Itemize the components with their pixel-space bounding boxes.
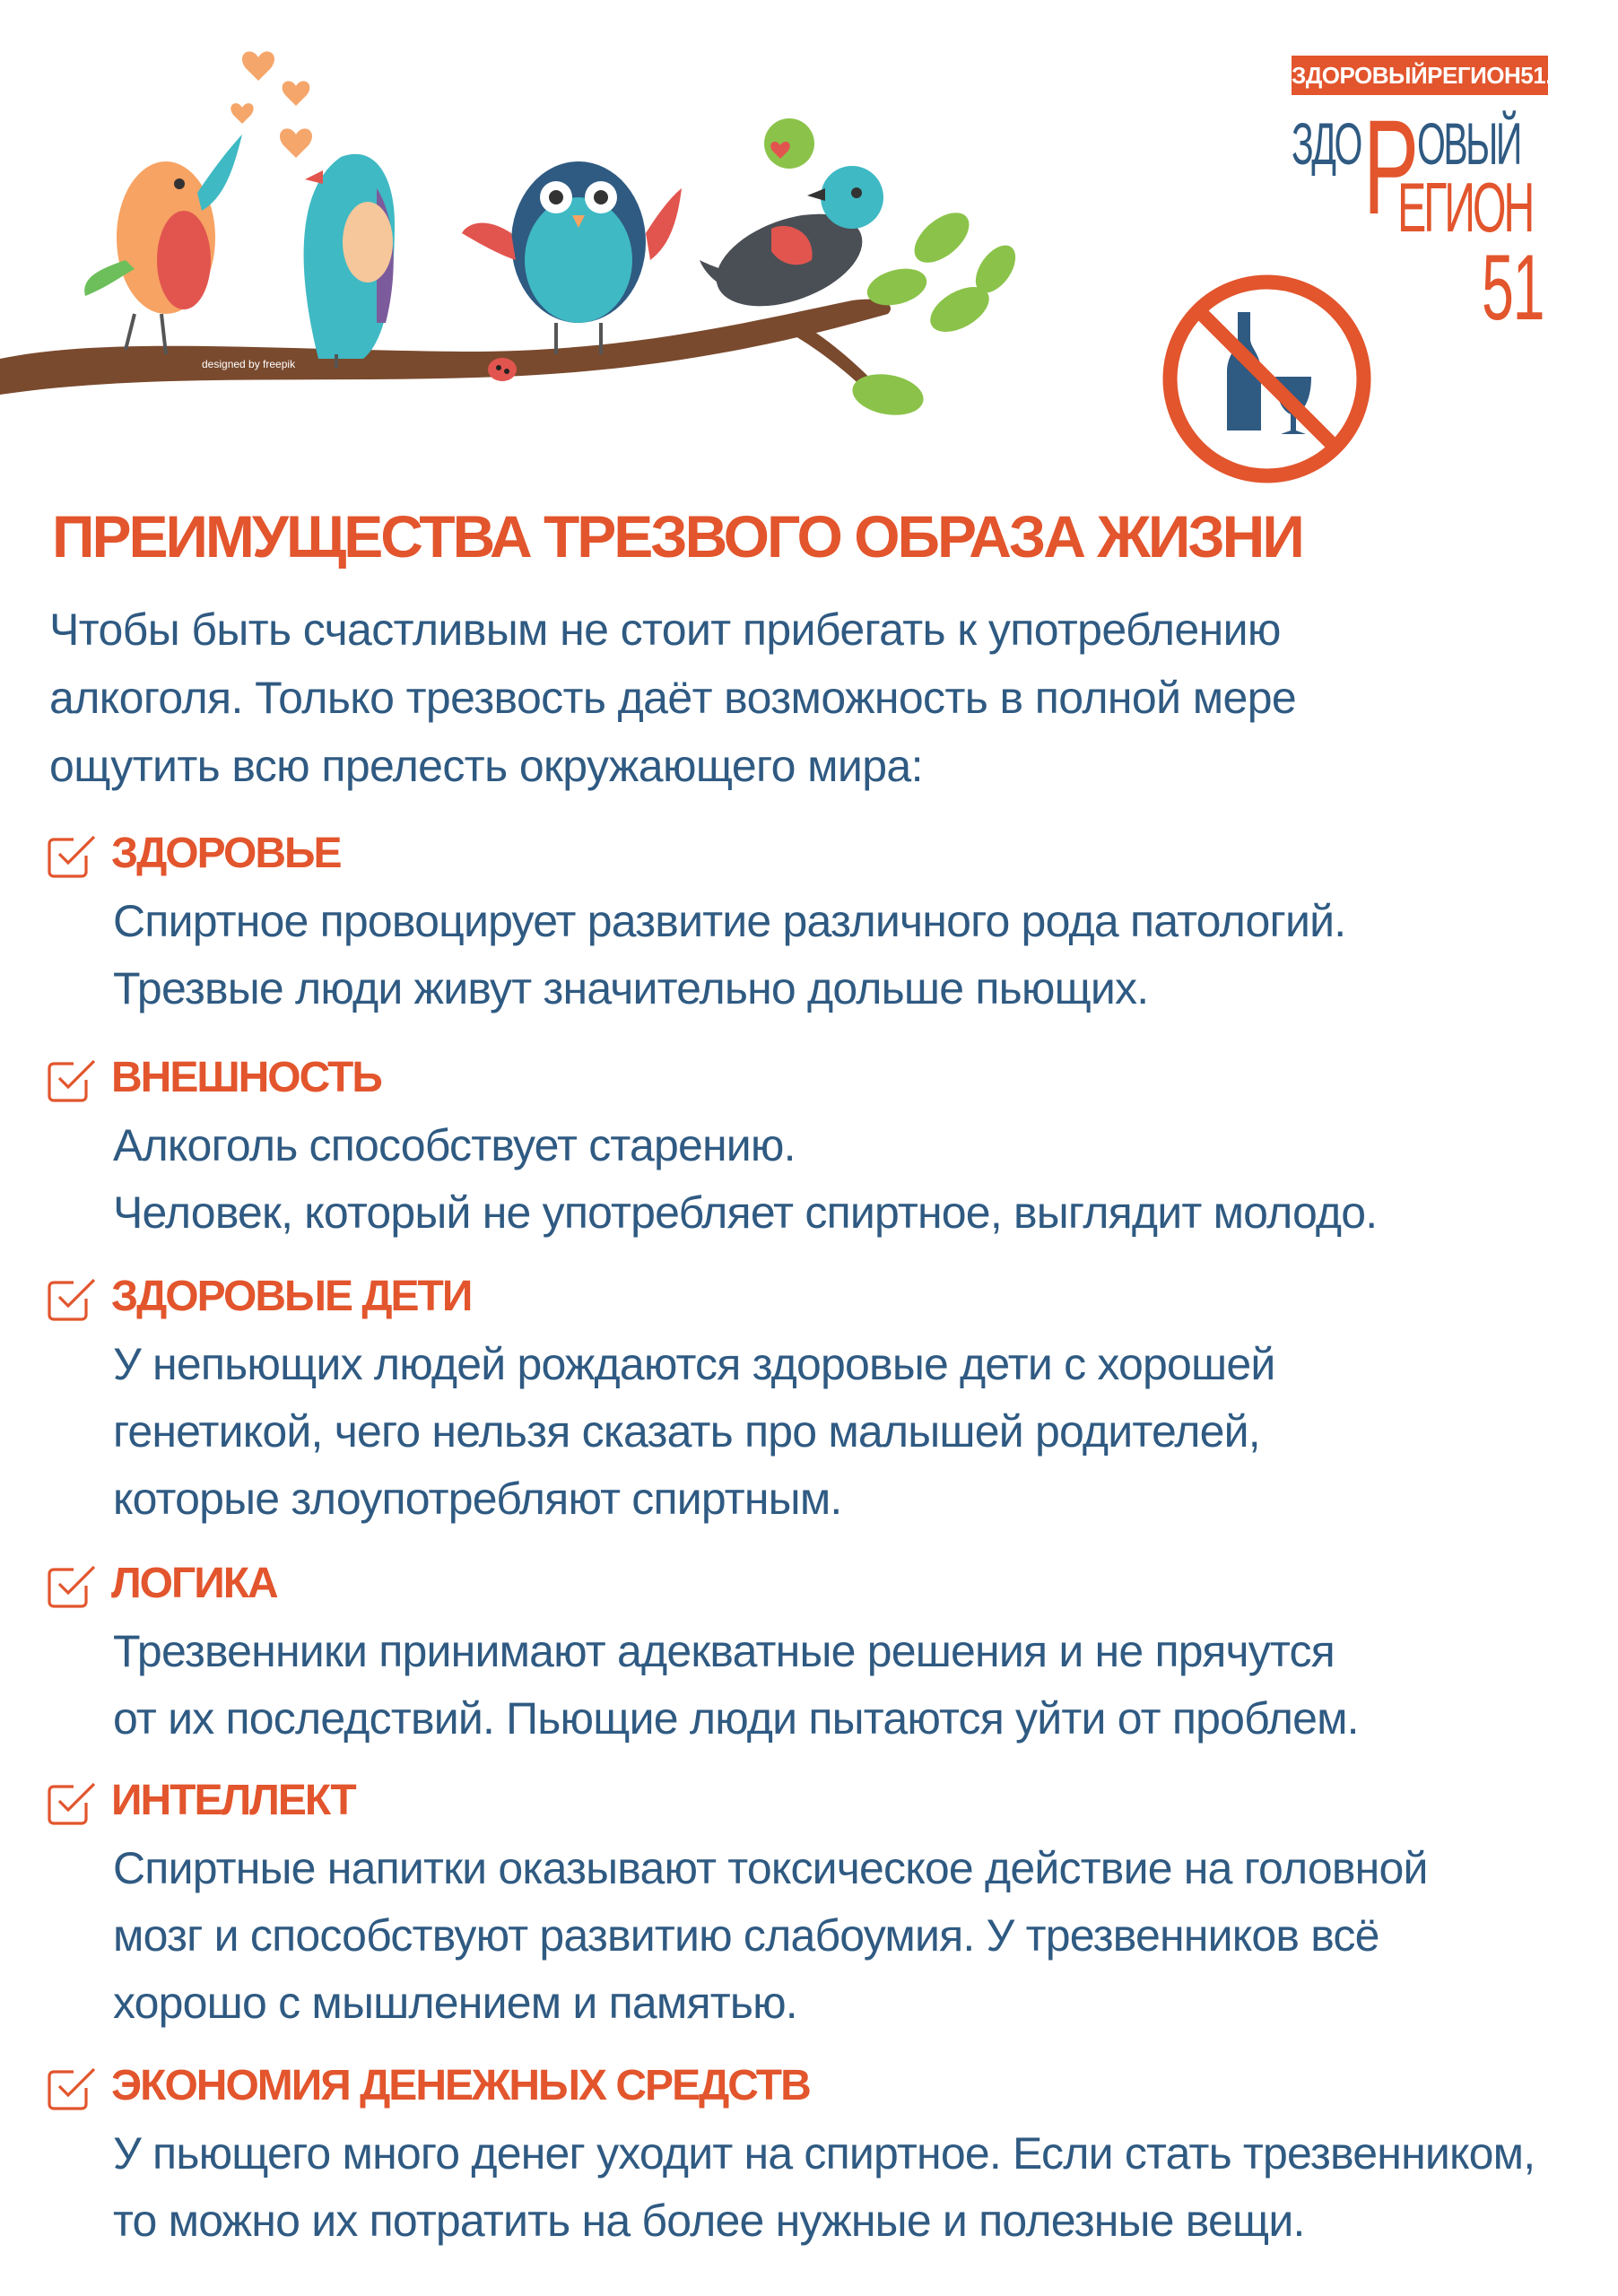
logo-word1-prefix: ЗДО	[1292, 110, 1361, 177]
section-healthy-children	[47, 1270, 1607, 1533]
bird-blue	[304, 154, 395, 368]
section-line: Спиртное провоцирует развитие различного рода патологий.	[113, 896, 1346, 946]
section-text	[113, 1835, 1607, 2037]
section-line: Человек, который не употребляет спиртное, выглядит молодо.	[113, 1187, 1378, 1238]
illustration-credit: designed by freepik	[202, 358, 296, 370]
intro-line: ощутить всю прелесть окружающего мира:	[49, 741, 923, 791]
section-line: которые злоупотребляют спиртным.	[113, 1474, 842, 1524]
checkbox-check-icon	[47, 1275, 97, 1322]
section-text	[113, 1112, 1607, 1247]
no-alcohol-icon	[1157, 269, 1377, 489]
section-line: генетикой, чего нельзя сказать про малышей родителей,	[113, 1406, 1260, 1457]
checkbox-check-icon	[47, 1779, 97, 1826]
section-health	[47, 827, 1607, 1022]
section-line: от их последствий. Пьющие люди пытаются уйти от проблем.	[113, 1693, 1359, 1744]
hearts-group	[231, 51, 312, 158]
checkbox-check-icon	[47, 832, 97, 879]
section-logic	[47, 1557, 1607, 1752]
section-line: У пьющего много денег уходит на спиртное. Если стать трезвенником,	[113, 2128, 1535, 2179]
section-text	[113, 2120, 1607, 2255]
section-line: Алкоголь способствует старению.	[113, 1120, 796, 1170]
section-line: Спиртные напитки оказывают токсическое действие на головной	[113, 1843, 1428, 1893]
section-line: Трезвые люди живут значительно дольше пьющих.	[113, 963, 1149, 1013]
branch	[0, 300, 891, 395]
section-intellect	[47, 1774, 1607, 2037]
bird-grey	[700, 118, 883, 324]
section-title: ЗДОРОВЬЕ	[111, 830, 341, 877]
section-title: ИНТЕЛЛЕКТ	[111, 1777, 355, 1824]
section-title: ЛОГИКА	[111, 1560, 277, 1607]
checkbox-check-icon	[47, 1057, 97, 1103]
section-text	[113, 1331, 1607, 1533]
page-title: ПРЕИМУЩЕСТВА ТРЕЗВОГО ОБРАЗА ЖИЗНИ	[52, 503, 1302, 570]
section-line: Трезвенники принимают адекватные решения и не прячутся	[113, 1626, 1335, 1676]
section-line: то можно их потратить на более нужные и полезные вещи.	[113, 2196, 1305, 2246]
section-title: ЗДОРОВЫЕ ДЕТИ	[111, 1273, 472, 1320]
logo-word2-suffix: ЕГИОН	[1397, 168, 1533, 247]
intro-line: Чтобы быть счастливым не стоит прибегать к употреблению	[49, 604, 1281, 655]
birds-on-branch-illustration	[0, 0, 1031, 448]
intro-line: алкоголя. Только трезвость даёт возможность в полной мере	[49, 673, 1297, 723]
section-line: хорошо с мышлением и памятью.	[113, 1978, 797, 2028]
section-text	[113, 888, 1607, 1022]
section-line: У непьющих людей рождаются здоровые дети с хорошей	[113, 1339, 1275, 1389]
section-title: ВНЕШНОСТЬ	[111, 1054, 381, 1101]
intro-paragraph	[49, 596, 1413, 800]
section-title: ЭКОНОМИЯ ДЕНЕЖНЫХ СРЕДСТВ	[111, 2062, 810, 2109]
section-appearance	[47, 1051, 1607, 1247]
bird-orange	[84, 135, 242, 354]
section-saving-money	[47, 2059, 1607, 2255]
section-text	[113, 1618, 1607, 1752]
logo-number: 51	[1482, 236, 1544, 340]
ladybug	[488, 358, 517, 381]
section-line: мозг и способствуют развитию слабоумия. У трезвенников всё	[113, 1910, 1379, 1961]
owl	[462, 161, 682, 354]
logo-big-letter: Р	[1363, 91, 1420, 242]
checkbox-check-icon	[47, 1562, 97, 1609]
checkbox-check-icon	[47, 2065, 97, 2111]
logo-url: ЗДОРОВЫЙРЕГИОН51.РФ	[1292, 56, 1548, 95]
logo-word1-suffix: ОВЫЙ	[1417, 110, 1520, 177]
